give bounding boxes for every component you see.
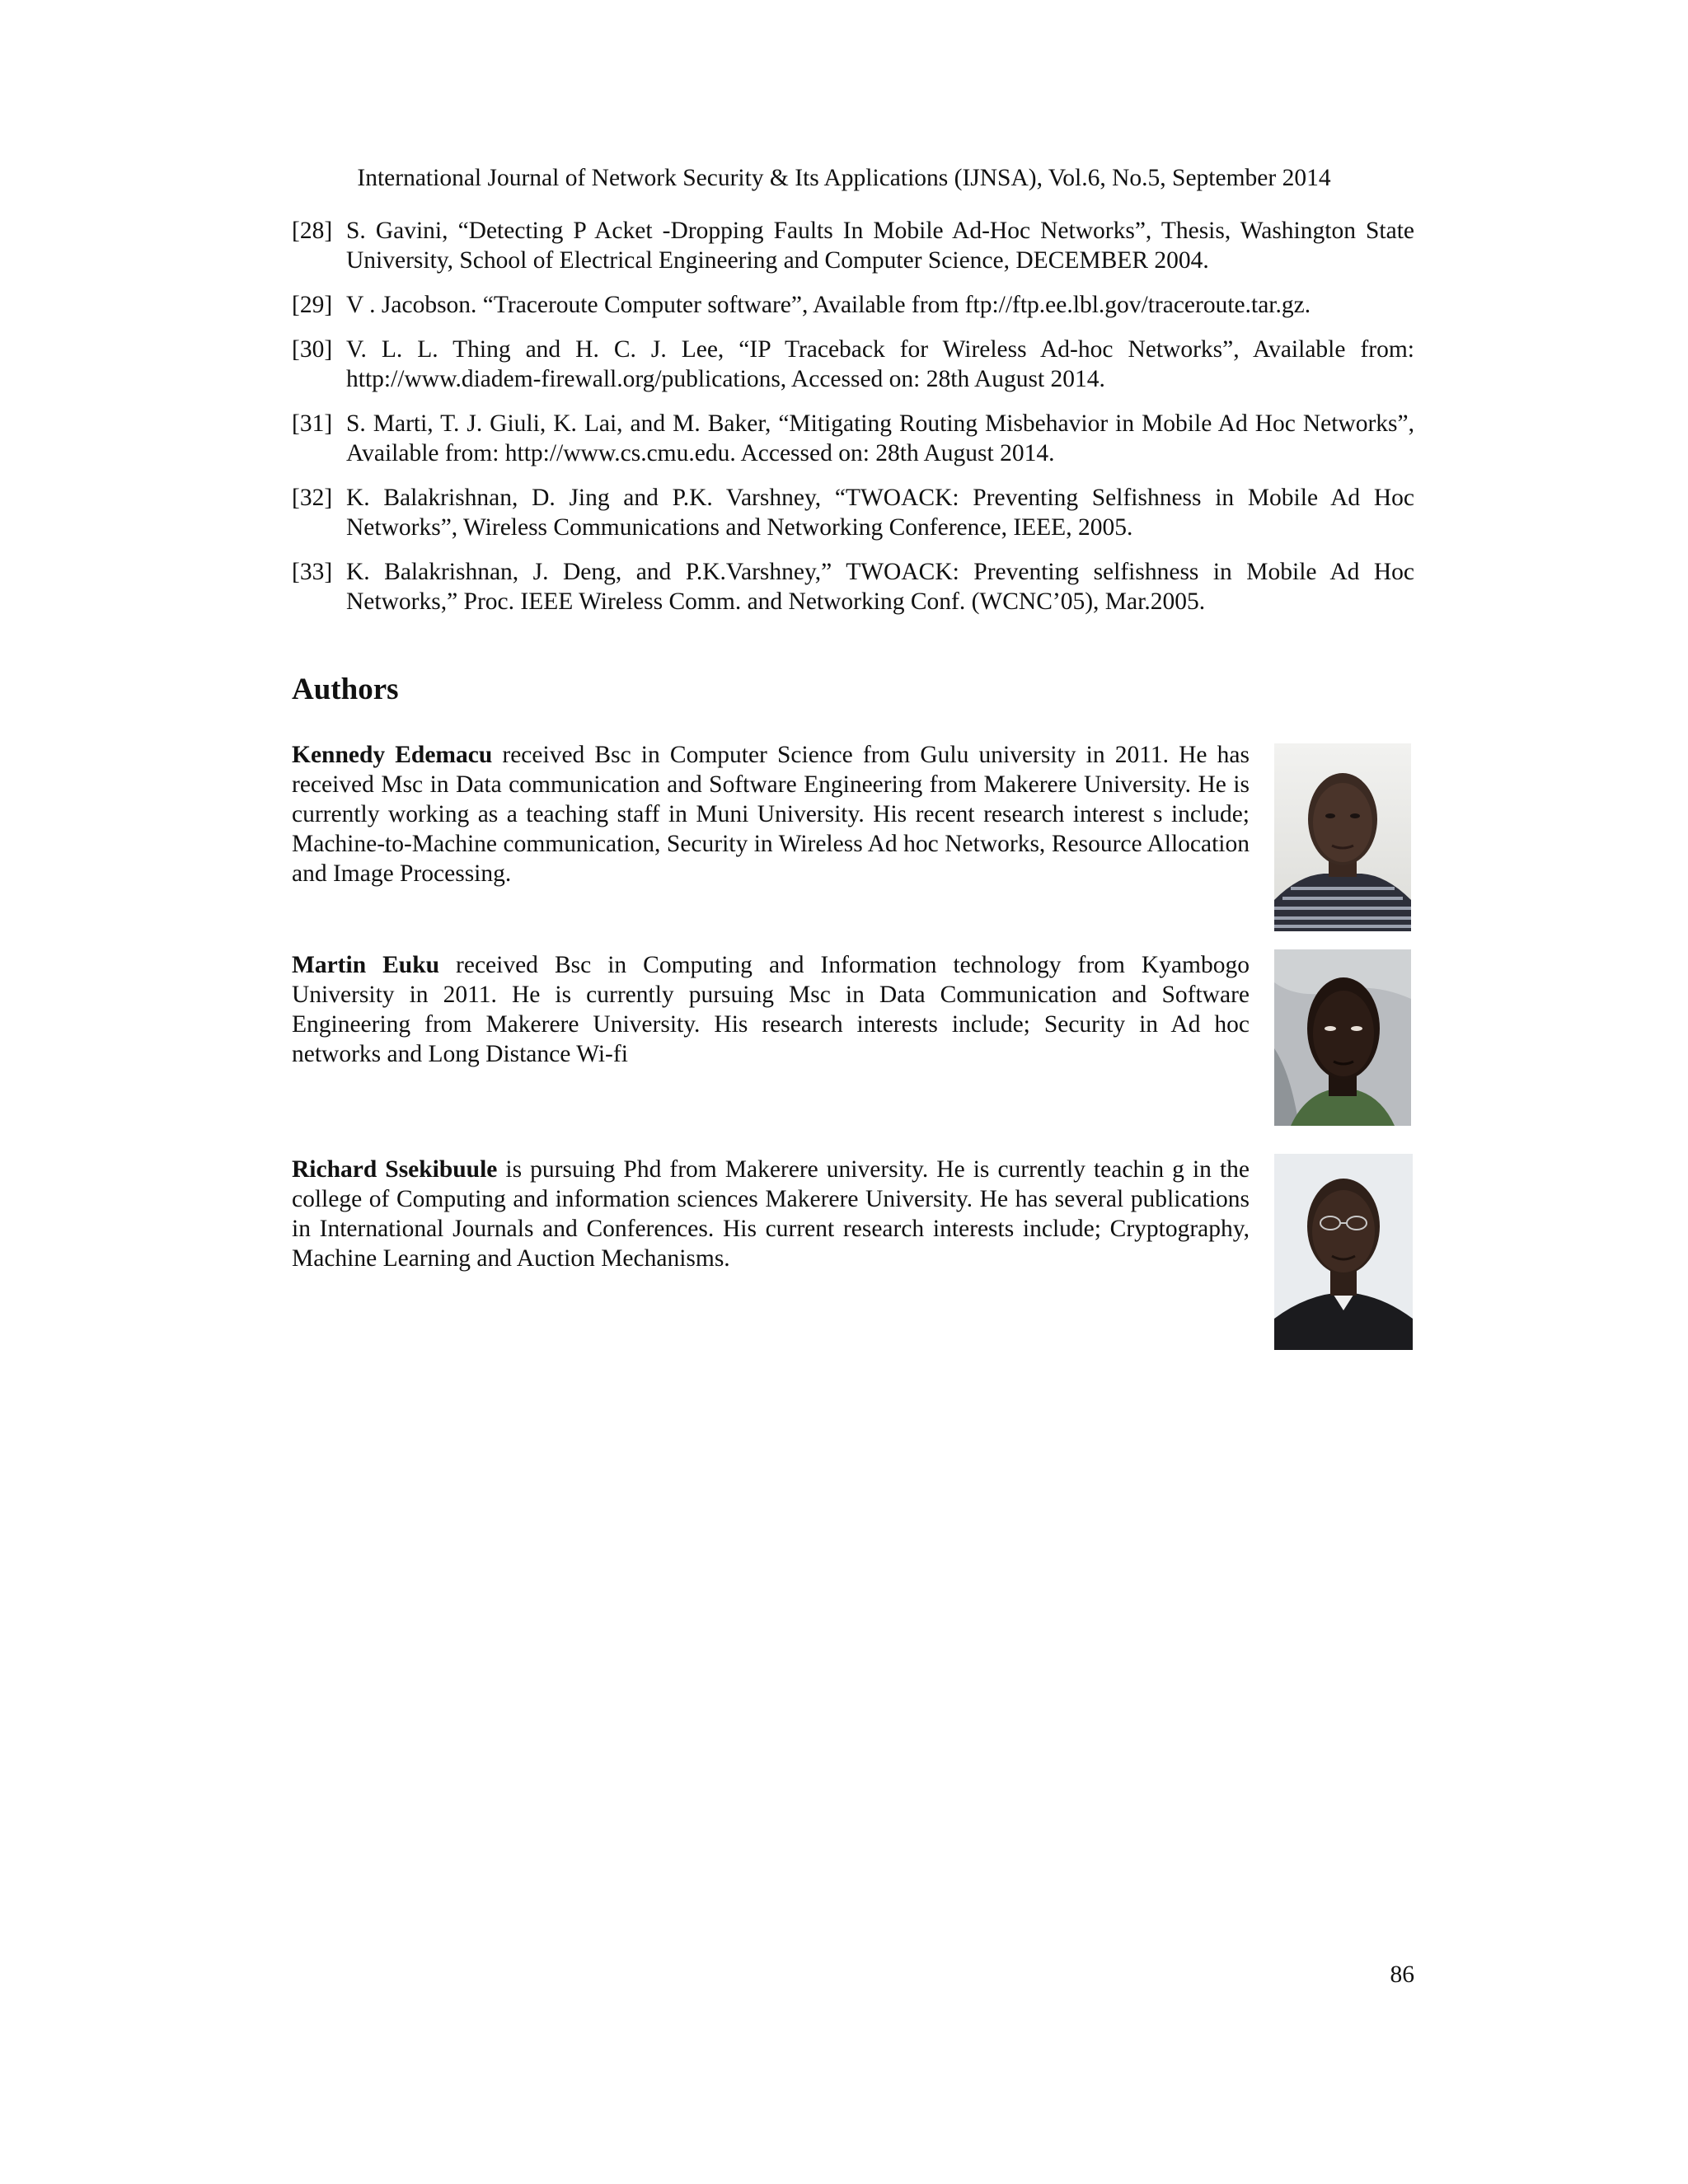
running-header: International Journal of Network Security & Its Applications (IJNSA), Vol.6, No.5, September 2014 xyxy=(357,165,1331,191)
author-photo xyxy=(1274,1154,1413,1350)
reference-list xyxy=(292,216,1414,631)
reference-item xyxy=(292,335,1414,394)
reference-text: S. Gavini, “Detecting P Acket -Dropping Faults In Mobile Ad-Hoc Networks”, Thesis, Washington State University, School of Electrical Engineering and Computer Science, DECEMBER 2004. xyxy=(346,218,1414,274)
reference-item xyxy=(292,290,1414,320)
author-photo xyxy=(1274,743,1411,931)
reference-text: V. L. L. Thing and H. C. J. Lee, “IP Traceback for Wireless Ad-hoc Networks”, Available from: http://www.diadem-firewall.org/publications, Accessed on: 28th August 2014. xyxy=(346,336,1414,392)
author-entry xyxy=(292,740,1414,888)
author-bio: is pursuing Phd from Makerere university. He is currently teachin g in the college of Computing and information sciences Makerere University. He has several publications in International Journals and Conferences. His current research interests include; Cryptography, Machine Learning and Auction Mechanisms. xyxy=(292,1156,1250,1272)
reference-item xyxy=(292,216,1414,275)
reference-number: [30] xyxy=(292,336,333,363)
reference-number: [28] xyxy=(292,218,333,244)
reference-number: [29] xyxy=(292,292,333,318)
reference-item xyxy=(292,483,1414,542)
author-name: Richard Ssekibuule xyxy=(292,1156,498,1183)
author-name: Kennedy Edemacu xyxy=(292,742,493,768)
author-bio: received Bsc in Computing and Information technology from Kyambogo University in 2011. He is currently pursuing Msc in Data Communication and Software Engineering from Makerere University. His research interests include; Security in Ad hoc networks and Long Distance Wi-fi xyxy=(292,952,1250,1067)
author-bio-paragraph xyxy=(292,740,1250,888)
reference-number: [31] xyxy=(292,410,333,437)
author-entry xyxy=(292,1155,1414,1273)
reference-item xyxy=(292,409,1414,468)
reference-text: K. Balakrishnan, J. Deng, and P.K.Varshney,” TWOACK: Preventing selfishness in Mobile Ad Hoc Networks,” Proc. IEEE Wireless Comm. and Networking Conf. (WCNC’05), Mar.2005. xyxy=(346,559,1414,615)
reference-number: [32] xyxy=(292,485,333,511)
author-photo xyxy=(1274,949,1411,1126)
reference-text: S. Marti, T. J. Giuli, K. Lai, and M. Baker, “Mitigating Routing Misbehavior in Mobile Ad Hoc Networks”, Available from: http://www.cs.cmu.edu. Accessed on: 28th August 2014. xyxy=(346,410,1414,466)
authors-heading: Authors xyxy=(292,673,399,706)
reference-item xyxy=(292,557,1414,616)
author-entry xyxy=(292,950,1414,1069)
author-bio-paragraph xyxy=(292,1155,1250,1273)
page-number: 86 xyxy=(1390,1961,1414,1988)
author-bio: received Bsc in Computer Science from Gulu university in 2011. He has received Msc in Data communication and Software Engineering from Makerere University. He is currently working as a teaching staff in Muni University. His recent research interest s include; Machine-to-Machine communication, Security in Wireless Ad hoc Networks, Resource Allocation and Image Processing. xyxy=(292,742,1250,887)
author-bio-paragraph xyxy=(292,950,1250,1069)
reference-text: K. Balakrishnan, D. Jing and P.K. Varshney, “TWOACK: Preventing Selfishness in Mobile Ad Hoc Networks”, Wireless Communications and Networking Conference, IEEE, 2005. xyxy=(346,485,1414,541)
author-name: Martin Euku xyxy=(292,952,440,978)
reference-text: V . Jacobson. “Traceroute Computer software”, Available from ftp://ftp.ee.lbl.gov/traceroute.tar.gz. xyxy=(346,292,1311,318)
reference-number: [33] xyxy=(292,559,333,585)
